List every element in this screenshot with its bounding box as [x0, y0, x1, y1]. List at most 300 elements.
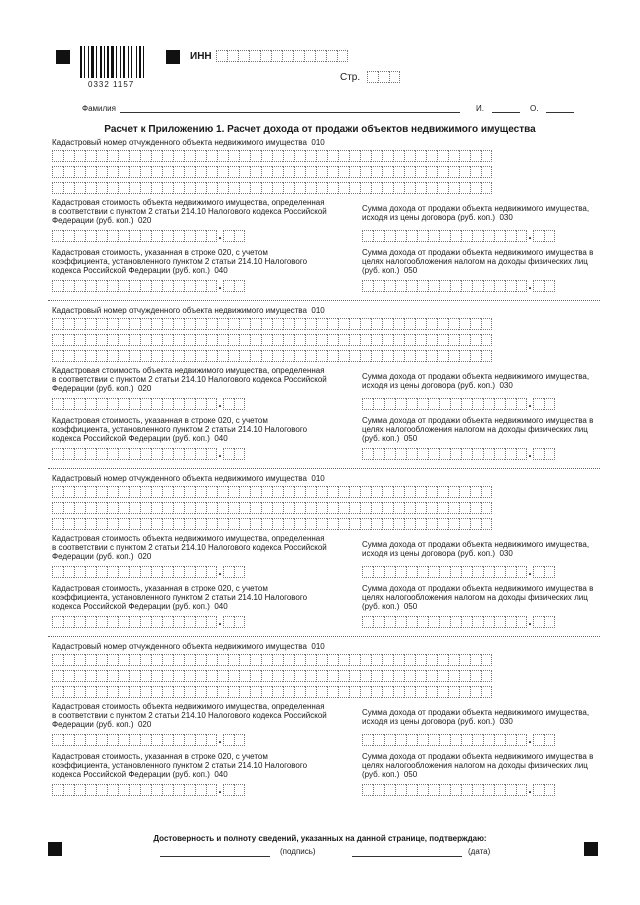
input-cell[interactable]	[505, 280, 516, 292]
input-cell[interactable]	[395, 280, 406, 292]
input-cell[interactable]	[129, 654, 140, 666]
input-cell[interactable]	[316, 166, 327, 178]
input-cell[interactable]	[404, 686, 415, 698]
input-cell[interactable]	[516, 566, 527, 578]
input-cell[interactable]	[371, 182, 382, 194]
input-cell[interactable]	[470, 150, 481, 162]
cadastral-number-row-2[interactable]	[52, 502, 492, 514]
input-cell[interactable]	[96, 334, 107, 346]
input-cell[interactable]	[533, 448, 544, 460]
input-cell[interactable]	[494, 784, 505, 796]
input-cell[interactable]	[63, 166, 74, 178]
input-cell[interactable]	[228, 518, 239, 530]
input-cell[interactable]	[217, 166, 228, 178]
cadastral-number-row-1[interactable]	[52, 654, 492, 666]
input-cell[interactable]	[107, 486, 118, 498]
input-cell[interactable]	[223, 616, 234, 628]
input-cell[interactable]	[151, 654, 162, 666]
input-cell[interactable]	[151, 166, 162, 178]
input-cell[interactable]	[472, 280, 483, 292]
cadastral-number-row-2[interactable]	[52, 166, 492, 178]
input-cell[interactable]	[338, 150, 349, 162]
input-cell[interactable]	[294, 486, 305, 498]
input-cell[interactable]	[415, 334, 426, 346]
input-cell[interactable]	[439, 448, 450, 460]
input-cell[interactable]	[404, 670, 415, 682]
input-cell[interactable]	[384, 398, 395, 410]
input-cell[interactable]	[437, 350, 448, 362]
input-cell[interactable]	[184, 182, 195, 194]
input-cell[interactable]	[107, 230, 118, 242]
input-cell[interactable]	[481, 518, 492, 530]
input-cell[interactable]	[96, 182, 107, 194]
input-cell[interactable]	[52, 230, 63, 242]
taxable-income-field[interactable]	[362, 784, 555, 796]
input-cell[interactable]	[360, 518, 371, 530]
input-cell[interactable]	[470, 334, 481, 346]
taxable-income-field[interactable]	[362, 280, 555, 292]
input-cell[interactable]	[470, 686, 481, 698]
input-cell[interactable]	[52, 318, 63, 330]
input-cell[interactable]	[450, 616, 461, 628]
input-cell[interactable]	[481, 670, 492, 682]
input-cell[interactable]	[162, 334, 173, 346]
input-cell[interactable]	[371, 486, 382, 498]
input-cell[interactable]	[162, 182, 173, 194]
input-cell[interactable]	[304, 50, 315, 62]
input-cell[interactable]	[371, 150, 382, 162]
input-cell[interactable]	[63, 616, 74, 628]
input-cell[interactable]	[283, 150, 294, 162]
input-cell[interactable]	[85, 166, 96, 178]
input-cell[interactable]	[239, 182, 250, 194]
input-cell[interactable]	[85, 318, 96, 330]
input-cell[interactable]	[195, 448, 206, 460]
input-cell[interactable]	[162, 350, 173, 362]
input-cell[interactable]	[272, 334, 283, 346]
input-cell[interactable]	[162, 654, 173, 666]
input-cell[interactable]	[228, 166, 239, 178]
input-cell[interactable]	[305, 150, 316, 162]
input-cell[interactable]	[184, 654, 195, 666]
input-cell[interactable]	[217, 654, 228, 666]
input-cell[interactable]	[338, 182, 349, 194]
input-cell[interactable]	[349, 182, 360, 194]
input-cell[interactable]	[362, 784, 373, 796]
input-cell[interactable]	[349, 686, 360, 698]
input-cell[interactable]	[239, 502, 250, 514]
input-cell[interactable]	[52, 182, 63, 194]
input-cell[interactable]	[426, 150, 437, 162]
input-cell[interactable]	[272, 518, 283, 530]
input-cell[interactable]	[404, 334, 415, 346]
input-cell[interactable]	[129, 182, 140, 194]
input-cell[interactable]	[140, 686, 151, 698]
cadastral-value-field[interactable]	[52, 734, 245, 746]
input-cell[interactable]	[533, 280, 544, 292]
input-cell[interactable]	[162, 318, 173, 330]
input-cell[interactable]	[228, 182, 239, 194]
input-cell[interactable]	[96, 448, 107, 460]
input-cell[interactable]	[395, 784, 406, 796]
input-cell[interactable]	[195, 182, 206, 194]
input-cell[interactable]	[118, 350, 129, 362]
input-cell[interactable]	[360, 182, 371, 194]
input-cell[interactable]	[448, 150, 459, 162]
input-cell[interactable]	[450, 230, 461, 242]
input-cell[interactable]	[448, 318, 459, 330]
input-cell[interactable]	[338, 486, 349, 498]
input-cell[interactable]	[173, 166, 184, 178]
input-cell[interactable]	[349, 166, 360, 178]
coefficient-value-field[interactable]	[52, 280, 245, 292]
input-cell[interactable]	[250, 686, 261, 698]
input-cell[interactable]	[395, 566, 406, 578]
input-cell[interactable]	[362, 398, 373, 410]
sale-income-field[interactable]	[362, 566, 555, 578]
input-cell[interactable]	[448, 670, 459, 682]
input-cell[interactable]	[382, 350, 393, 362]
coefficient-value-field[interactable]	[52, 784, 245, 796]
input-cell[interactable]	[459, 670, 470, 682]
input-cell[interactable]	[533, 616, 544, 628]
input-cell[interactable]	[217, 502, 228, 514]
input-cell[interactable]	[173, 734, 184, 746]
input-cell[interactable]	[404, 654, 415, 666]
input-cell[interactable]	[393, 686, 404, 698]
input-cell[interactable]	[107, 150, 118, 162]
input-cell[interactable]	[349, 350, 360, 362]
input-cell[interactable]	[52, 518, 63, 530]
input-cell[interactable]	[505, 784, 516, 796]
input-cell[interactable]	[294, 150, 305, 162]
input-cell[interactable]	[74, 448, 85, 460]
input-cell[interactable]	[349, 654, 360, 666]
input-cell[interactable]	[428, 566, 439, 578]
input-cell[interactable]	[173, 448, 184, 460]
input-cell[interactable]	[184, 784, 195, 796]
input-cell[interactable]	[162, 518, 173, 530]
input-cell[interactable]	[129, 318, 140, 330]
input-cell[interactable]	[316, 350, 327, 362]
input-cell[interactable]	[173, 654, 184, 666]
input-cell[interactable]	[417, 566, 428, 578]
input-cell[interactable]	[74, 784, 85, 796]
input-cell[interactable]	[362, 734, 373, 746]
input-cell[interactable]	[415, 350, 426, 362]
input-cell[interactable]	[483, 784, 494, 796]
input-cell[interactable]	[85, 280, 96, 292]
input-cell[interactable]	[85, 150, 96, 162]
input-cell[interactable]	[415, 670, 426, 682]
input-cell[interactable]	[428, 734, 439, 746]
input-cell[interactable]	[415, 654, 426, 666]
input-cell[interactable]	[227, 50, 238, 62]
input-cell[interactable]	[533, 784, 544, 796]
input-cell[interactable]	[184, 350, 195, 362]
input-cell[interactable]	[272, 686, 283, 698]
input-cell[interactable]	[283, 318, 294, 330]
input-cell[interactable]	[360, 334, 371, 346]
input-cell[interactable]	[173, 398, 184, 410]
input-cell[interactable]	[417, 616, 428, 628]
input-cell[interactable]	[415, 150, 426, 162]
input-cell[interactable]	[63, 448, 74, 460]
input-cell[interactable]	[327, 686, 338, 698]
input-cell[interactable]	[544, 734, 555, 746]
input-cell[interactable]	[544, 616, 555, 628]
input-cell[interactable]	[349, 518, 360, 530]
input-cell[interactable]	[63, 734, 74, 746]
input-cell[interactable]	[294, 166, 305, 178]
input-cell[interactable]	[107, 448, 118, 460]
input-cell[interactable]	[173, 502, 184, 514]
input-cell[interactable]	[544, 448, 555, 460]
input-cell[interactable]	[349, 150, 360, 162]
input-cell[interactable]	[96, 166, 107, 178]
input-cell[interactable]	[404, 150, 415, 162]
input-cell[interactable]	[533, 230, 544, 242]
input-cell[interactable]	[338, 166, 349, 178]
input-cell[interactable]	[415, 686, 426, 698]
input-cell[interactable]	[217, 670, 228, 682]
input-cell[interactable]	[261, 334, 272, 346]
input-cell[interactable]	[217, 318, 228, 330]
input-cell[interactable]	[349, 318, 360, 330]
input-cell[interactable]	[481, 502, 492, 514]
input-cell[interactable]	[118, 166, 129, 178]
input-cell[interactable]	[283, 518, 294, 530]
input-cell[interactable]	[305, 686, 316, 698]
input-cell[interactable]	[283, 654, 294, 666]
input-cell[interactable]	[129, 448, 140, 460]
input-cell[interactable]	[516, 448, 527, 460]
input-cell[interactable]	[96, 686, 107, 698]
input-cell[interactable]	[107, 784, 118, 796]
input-cell[interactable]	[459, 350, 470, 362]
input-cell[interactable]	[96, 502, 107, 514]
input-cell[interactable]	[206, 230, 217, 242]
input-cell[interactable]	[371, 518, 382, 530]
input-cell[interactable]	[151, 734, 162, 746]
input-cell[interactable]	[483, 566, 494, 578]
input-cell[interactable]	[393, 318, 404, 330]
input-cell[interactable]	[384, 280, 395, 292]
input-cell[interactable]	[250, 670, 261, 682]
input-cell[interactable]	[96, 398, 107, 410]
input-cell[interactable]	[338, 350, 349, 362]
input-cell[interactable]	[216, 50, 227, 62]
input-cell[interactable]	[151, 686, 162, 698]
input-cell[interactable]	[382, 686, 393, 698]
input-cell[interactable]	[437, 502, 448, 514]
input-cell[interactable]	[305, 502, 316, 514]
input-cell[interactable]	[63, 670, 74, 682]
input-cell[interactable]	[228, 334, 239, 346]
sale-income-field[interactable]	[362, 230, 555, 242]
input-cell[interactable]	[250, 182, 261, 194]
input-cell[interactable]	[249, 50, 260, 62]
input-cell[interactable]	[195, 150, 206, 162]
input-cell[interactable]	[206, 670, 217, 682]
input-cell[interactable]	[316, 182, 327, 194]
input-cell[interactable]	[261, 502, 272, 514]
input-cell[interactable]	[85, 686, 96, 698]
cadastral-number-row-2[interactable]	[52, 670, 492, 682]
input-cell[interactable]	[118, 784, 129, 796]
input-cell[interactable]	[261, 350, 272, 362]
input-cell[interactable]	[52, 166, 63, 178]
input-cell[interactable]	[52, 398, 63, 410]
input-cell[interactable]	[470, 486, 481, 498]
input-cell[interactable]	[129, 502, 140, 514]
input-cell[interactable]	[118, 616, 129, 628]
input-cell[interactable]	[129, 784, 140, 796]
input-cell[interactable]	[96, 616, 107, 628]
input-cell[interactable]	[395, 398, 406, 410]
input-cell[interactable]	[371, 166, 382, 178]
input-cell[interactable]	[261, 518, 272, 530]
input-cell[interactable]	[206, 686, 217, 698]
input-cell[interactable]	[393, 166, 404, 178]
input-cell[interactable]	[272, 670, 283, 682]
input-cell[interactable]	[373, 566, 384, 578]
input-cell[interactable]	[195, 350, 206, 362]
input-cell[interactable]	[282, 50, 293, 62]
input-cell[interactable]	[505, 398, 516, 410]
input-cell[interactable]	[406, 734, 417, 746]
input-cell[interactable]	[327, 166, 338, 178]
input-cell[interactable]	[393, 182, 404, 194]
input-cell[interactable]	[393, 150, 404, 162]
input-cell[interactable]	[382, 518, 393, 530]
input-cell[interactable]	[481, 182, 492, 194]
input-cell[interactable]	[315, 50, 326, 62]
input-cell[interactable]	[472, 566, 483, 578]
input-cell[interactable]	[426, 182, 437, 194]
input-cell[interactable]	[234, 398, 245, 410]
input-cell[interactable]	[283, 670, 294, 682]
input-cell[interactable]	[173, 616, 184, 628]
input-cell[interactable]	[63, 566, 74, 578]
input-cell[interactable]	[439, 566, 450, 578]
input-cell[interactable]	[272, 502, 283, 514]
input-cell[interactable]	[406, 566, 417, 578]
input-cell[interactable]	[217, 150, 228, 162]
input-cell[interactable]	[533, 566, 544, 578]
input-cell[interactable]	[426, 670, 437, 682]
input-cell[interactable]	[228, 150, 239, 162]
input-cell[interactable]	[162, 566, 173, 578]
taxable-income-field[interactable]	[362, 448, 555, 460]
input-cell[interactable]	[96, 518, 107, 530]
input-cell[interactable]	[450, 398, 461, 410]
input-cell[interactable]	[85, 502, 96, 514]
input-cell[interactable]	[74, 670, 85, 682]
input-cell[interactable]	[96, 566, 107, 578]
input-cell[interactable]	[261, 654, 272, 666]
input-cell[interactable]	[494, 734, 505, 746]
input-cell[interactable]	[96, 654, 107, 666]
input-cell[interactable]	[338, 686, 349, 698]
input-cell[interactable]	[470, 518, 481, 530]
input-cell[interactable]	[184, 166, 195, 178]
input-cell[interactable]	[162, 150, 173, 162]
input-cell[interactable]	[151, 230, 162, 242]
input-cell[interactable]	[118, 280, 129, 292]
input-cell[interactable]	[239, 166, 250, 178]
input-cell[interactable]	[461, 734, 472, 746]
input-cell[interactable]	[107, 616, 118, 628]
input-cell[interactable]	[173, 670, 184, 682]
sale-income-field[interactable]	[362, 398, 555, 410]
input-cell[interactable]	[206, 518, 217, 530]
input-cell[interactable]	[417, 398, 428, 410]
input-cell[interactable]	[140, 448, 151, 460]
input-cell[interactable]	[173, 318, 184, 330]
input-cell[interactable]	[459, 686, 470, 698]
input-cell[interactable]	[417, 280, 428, 292]
input-cell[interactable]	[437, 670, 448, 682]
input-cell[interactable]	[417, 230, 428, 242]
cadastral-number-row-1[interactable]	[52, 318, 492, 330]
input-cell[interactable]	[481, 686, 492, 698]
input-cell[interactable]	[140, 280, 151, 292]
input-cell[interactable]	[118, 182, 129, 194]
input-cell[interactable]	[96, 784, 107, 796]
input-cell[interactable]	[305, 654, 316, 666]
input-cell[interactable]	[448, 686, 459, 698]
input-cell[interactable]	[184, 150, 195, 162]
input-cell[interactable]	[206, 486, 217, 498]
input-cell[interactable]	[326, 50, 337, 62]
input-cell[interactable]	[483, 398, 494, 410]
input-cell[interactable]	[184, 448, 195, 460]
input-cell[interactable]	[129, 280, 140, 292]
input-cell[interactable]	[373, 280, 384, 292]
input-cell[interactable]	[151, 150, 162, 162]
input-cell[interactable]	[129, 166, 140, 178]
input-cell[interactable]	[140, 670, 151, 682]
input-cell[interactable]	[129, 350, 140, 362]
input-cell[interactable]	[327, 654, 338, 666]
input-cell[interactable]	[140, 350, 151, 362]
input-cell[interactable]	[250, 518, 261, 530]
input-cell[interactable]	[52, 566, 63, 578]
input-cell[interactable]	[74, 280, 85, 292]
cadastral-value-field[interactable]	[52, 398, 245, 410]
input-cell[interactable]	[63, 502, 74, 514]
input-cell[interactable]	[151, 448, 162, 460]
input-cell[interactable]	[349, 334, 360, 346]
input-cell[interactable]	[382, 182, 393, 194]
input-cell[interactable]	[85, 670, 96, 682]
input-cell[interactable]	[63, 518, 74, 530]
input-cell[interactable]	[415, 502, 426, 514]
input-cell[interactable]	[151, 182, 162, 194]
input-cell[interactable]	[74, 150, 85, 162]
input-cell[interactable]	[52, 502, 63, 514]
input-cell[interactable]	[96, 150, 107, 162]
input-cell[interactable]	[140, 502, 151, 514]
input-cell[interactable]	[516, 734, 527, 746]
input-cell[interactable]	[151, 616, 162, 628]
input-cell[interactable]	[393, 350, 404, 362]
coefficient-value-field[interactable]	[52, 616, 245, 628]
input-cell[interactable]	[195, 670, 206, 682]
input-cell[interactable]	[107, 734, 118, 746]
input-cell[interactable]	[162, 280, 173, 292]
